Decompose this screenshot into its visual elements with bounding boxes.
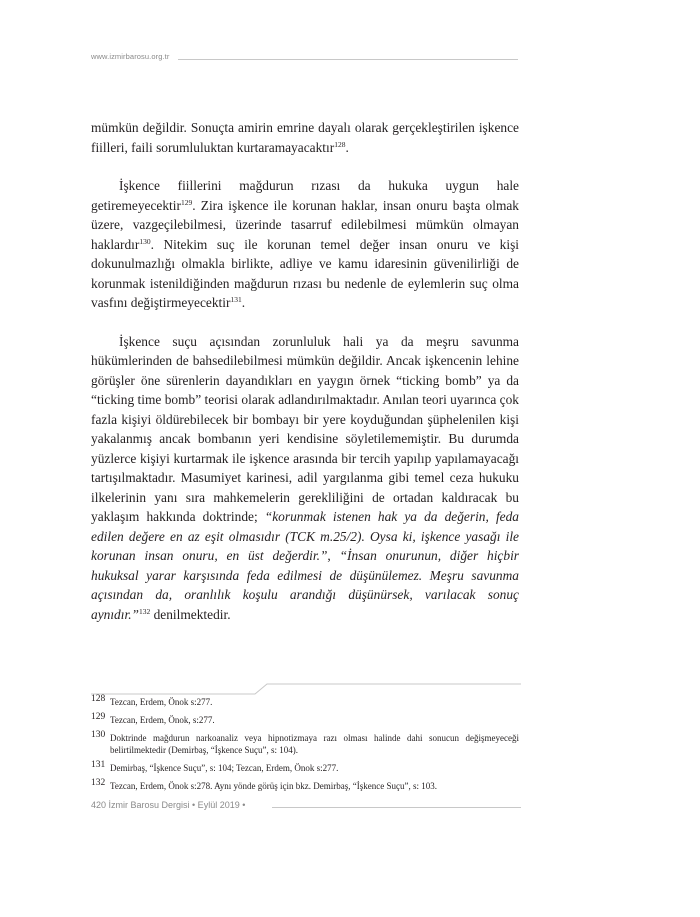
paragraph-text: İşkence suçu açısından zorunluluk hali ya da meşru savunma hükümlerinden de bahsedilebilmesi mümkün değildir. Ancak işkencenin lehine görüşler öne sürenlerin dayandıkları en yaygın örnek “ticking bomb” ya da “ticking time bomb” teorisi olarak adlandırılmaktadır. Anılan teori uyarınca çok fazla kişiyi öldürebilecek bir bombayı bir yere koyduğundan şüphelenilen kişi yakalanmış ancak bombanın yeri kendisine söyletilememiştir. Bu durumda yüzlerce kişiyi kurtarmak ile işkence arasında bir tercih yapılıp yapılamayacağı tartışılmaktadır. Masumiyet karinesi, adil yargılanma gibi temel ceza hukuku ilkelerinin yanı sıra mahkemelerin gerekliliğini de ortadan kaldıracak bu yaklaşım hakkında doktrinde; (91, 333, 519, 524)
footnote-ref-129: 129 (180, 197, 193, 207)
footnote-text: Tezcan, Erdem, Önok s:277. (110, 697, 213, 707)
paragraph-necessity (91, 332, 519, 625)
paragraph-text: mümkün değildir. Sonuçta amirin emrine dayalı olarak gerçekleştirilen işkence fiilleri, faili sorumluluktan kurtaramayacaktır (91, 120, 519, 155)
footnote-ref-132: 132 (139, 606, 151, 616)
footnote-ref-130: 130 (139, 236, 151, 246)
paragraph-end: . (241, 295, 246, 310)
footnote-rule (91, 683, 521, 695)
paragraph-continuation (91, 118, 519, 157)
separator: , (327, 548, 340, 563)
footnote (91, 714, 519, 726)
footnote-text: Tezcan, Erdem, Önok s:278. Aynı yönde görüş için bkz. Demirbaş, “İşkence Suçu”, s: 103. (110, 781, 437, 791)
footnote-number: 129 (91, 712, 106, 722)
footnote (91, 780, 519, 792)
footnote-number: 132 (91, 778, 106, 788)
footnotes (91, 696, 519, 798)
footnote-number: 131 (91, 760, 106, 770)
paragraph-text: . Zira işkence ile korunan haklar, insan onuru başta olmak üzere, vazgeçilebilmesi, üzerinde tasarruf edilebilmesi mümkün olmayan haklardır (91, 197, 519, 252)
paragraph-end: . (345, 139, 349, 155)
footnote-number: 128 (91, 694, 106, 704)
paragraph-text: İşkence fiillerini mağdurun rızası da hukuka uygun hale getiremeyecektir (91, 178, 519, 213)
footnote (91, 696, 519, 708)
paragraph-end: denilmektedir. (150, 606, 231, 622)
header-rule (178, 59, 518, 60)
footnote-ref-131: 131 (230, 295, 242, 304)
footnote-number: 130 (91, 730, 106, 740)
header-url: www.izmirbarosu.org.tr (91, 52, 170, 61)
footnote-text: Demirbaş, “İşkence Suçu”, s: 104; Tezcan, Erdem, Önok s:277. (110, 763, 339, 773)
footer-rule (272, 807, 521, 808)
quotation: “korunmak istenen hak ya da değerin, feda edilen değere en az eşit olmasıdır (TCK m.25/2). Oysa ki, işkence yasağı ile korunan insan onuru, en üst değerdir.” (91, 509, 519, 563)
page-footer: 420 İzmir Barosu Dergisi • Eylül 2019 • (91, 800, 246, 810)
footnote-text: Tezcan, Erdem, Önok, s:277. (110, 715, 215, 725)
paragraph-consent (91, 176, 519, 313)
footnote (91, 762, 519, 774)
footnote-text: Doktrinde mağdurun narkoanaliz veya hipnotizmaya razı olması halinde dahi sonucun değişmeyeceği belirtilmektedir (Demirbaş, “İşkence Suçu”, s: 104). (110, 733, 519, 755)
footnote-ref-128: 128 (334, 139, 346, 149)
footnote (91, 732, 519, 756)
main-text (91, 118, 519, 624)
quotation: “İnsan onurunun, diğer hiçbir hukuksal yarar karşısında feda edilmesi de düşünülemez. Meşru savunma açısından da, oranlılık koşulu arandığı düşünürsek, varılacak sonuç aynıdır.” (91, 548, 519, 622)
paragraph-text: . Nitekim suç ile korunan temel değer insan onuru ve kişi dokunulmazlığı olmakla birlikte, adliye ve kamu idaresinin güvenilirliği de korunmak istenildiğinden mağdurun rızası bu nedenle de eylemlerin suç olma vasfını değiştirmeyecektir (91, 236, 519, 310)
